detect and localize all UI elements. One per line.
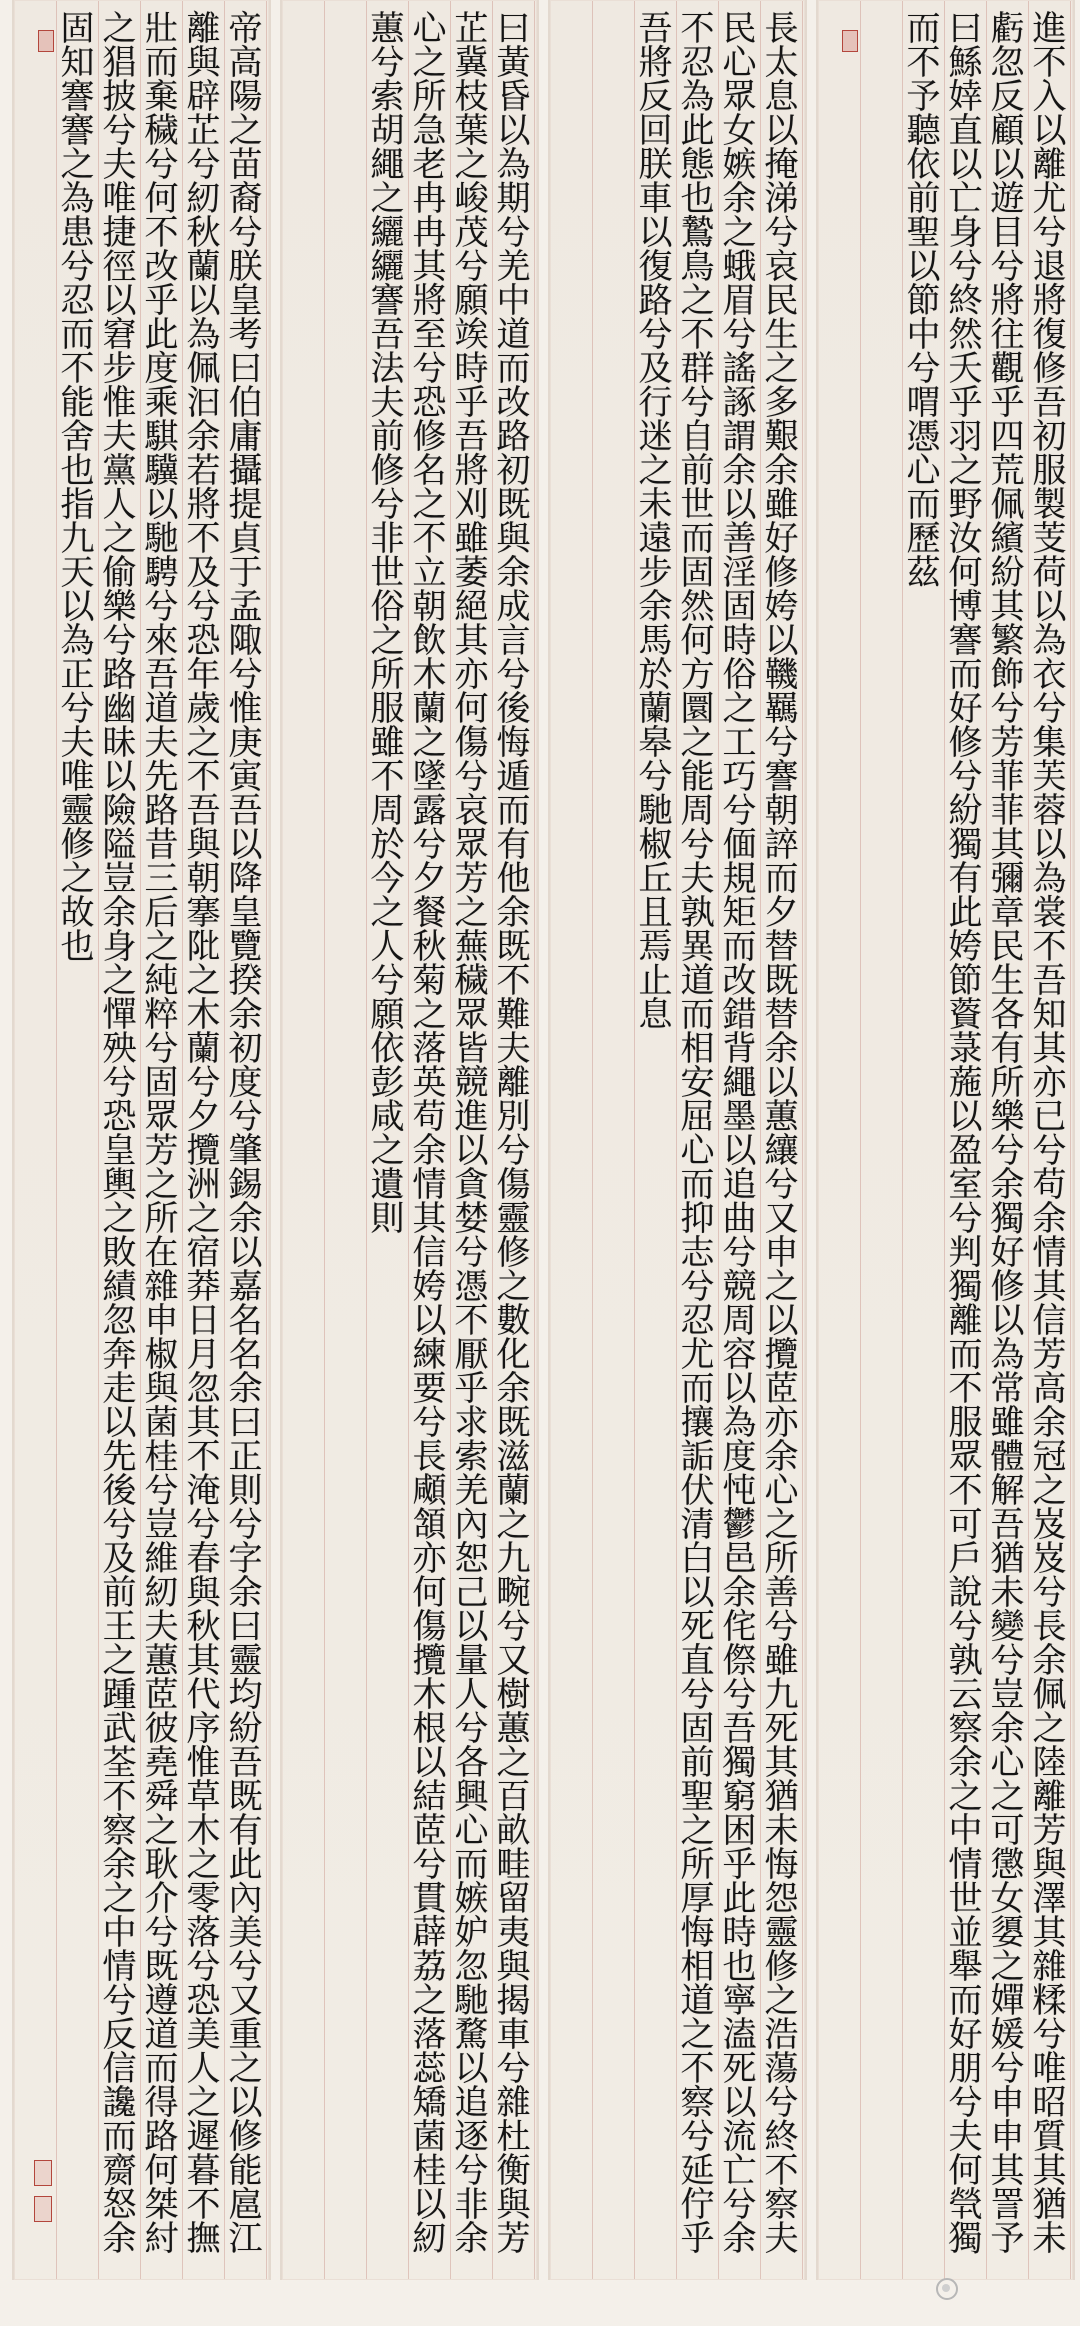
watermark [936,2278,958,2300]
calligraphy-text-4: 進不入以離尤兮退將復修吾初服製芰荷以為衣兮集芙蓉以為裳不吾知其亦已兮苟余情其信芳高余冠之岌岌兮長余佩之陸離芳與澤其雜糅兮唯昭質其猶未虧忽反顧以遊目兮將往觀乎四荒佩繽紛其繁飾兮芳菲菲其彌章民生各有所樂兮余獨好修以為常雖體解吾猶未變兮豈余心之可懲女嬃之嬋媛兮申申其詈予曰鯀婞直以亡身兮終然夭乎羽之野汝何博謇而好修兮紛獨有此姱節薋菉葹以盈室兮判獨離而不服眾不可戶說兮孰云察余之中情世並舉而好朋兮夫何煢獨而不予聽依前聖以節中兮喟憑心而歷茲 [900,10,1066,2254]
calligraphy-panel-3 [548,0,807,2280]
seal-icon [38,30,54,52]
calligraphy-text-1: 帝高陽之苗裔兮朕皇考曰伯庸攝提貞于孟陬兮惟庚寅吾以降皇覽揆余初度兮肇錫余以嘉名名余曰正則兮字余曰靈均紛吾既有此內美兮又重之以修能扈江離與辟芷兮紉秋蘭以為佩汩余若將不及兮恐年歲之不吾與朝搴阰之木蘭兮夕攬洲之宿莽日月忽其不淹兮春與秋其代序惟草木之零落兮恐美人之遲暮不撫壯而棄穢兮何不改乎此度乘騏驥以馳騁兮來吾道夫先路昔三后之純粹兮固眾芳之所在雜申椒與菌桂兮豈維紉夫蕙茝彼堯舜之耿介兮既遵道而得路何桀紂之猖披兮夫唯捷徑以窘步惟夫黨人之偷樂兮路幽昧以險隘豈余身之憚殃兮恐皇輿之敗績忽奔走以先後兮及前王之踵武荃不察余之中情兮反信讒而齌怒余固知謇謇之為患兮忍而不能舍也指九天以為正兮夫唯靈修之故也 [54,10,262,2254]
seal-icon [34,2160,52,2186]
seal-icon [842,30,858,52]
seal-icon [34,2196,52,2222]
calligraphy-panel-1 [12,0,271,2280]
calligraphy-panel-4 [816,0,1075,2280]
calligraphy-text-2: 曰黃昏以為期兮羌中道而改路初既與余成言兮後悔遁而有他余既不難夫離別兮傷靈修之數化余既滋蘭之九畹兮又樹蕙之百畝畦留夷與揭車兮雜杜衡與芳芷冀枝葉之峻茂兮願竢時乎吾將刈雖萎絕其亦何傷兮哀眾芳之蕪穢眾皆競進以貪婪兮憑不厭乎求索羌內恕己以量人兮各興心而嫉妒忽馳騖以追逐兮非余心之所急老冉冉其將至兮恐修名之不立朝飲木蘭之墜露兮夕餐秋菊之落英苟余情其信姱以練要兮長顑頷亦何傷攬木根以結茝兮貫薜荔之落蕊矯菌桂以紉蕙兮索胡繩之纚纚謇吾法夫前修兮非世俗之所服雖不周於今之人兮願依彭咸之遺則 [364,10,530,2254]
calligraphy-panel-2 [280,0,539,2280]
calligraphy-text-3: 長太息以掩涕兮哀民生之多艱余雖好修姱以鞿羈兮謇朝誶而夕替既替余以蕙纕兮又申之以攬茝亦余心之所善兮雖九死其猶未悔怨靈修之浩蕩兮終不察夫民心眾女嫉余之蛾眉兮謠諑謂余以善淫固時俗之工巧兮偭規矩而改錯背繩墨以追曲兮競周容以為度忳鬱邑余侘傺兮吾獨窮困乎此時也寧溘死以流亡兮余不忍為此態也鷙鳥之不群兮自前世而固然何方圜之能周兮夫孰異道而相安屈心而抑志兮忍尤而攘詬伏清白以死直兮固前聖之所厚悔相道之不察兮延佇乎吾將反回朕車以復路兮及行迷之未遠步余馬於蘭皋兮馳椒丘且焉止息 [632,10,798,2254]
watermark-icon [936,2278,958,2300]
